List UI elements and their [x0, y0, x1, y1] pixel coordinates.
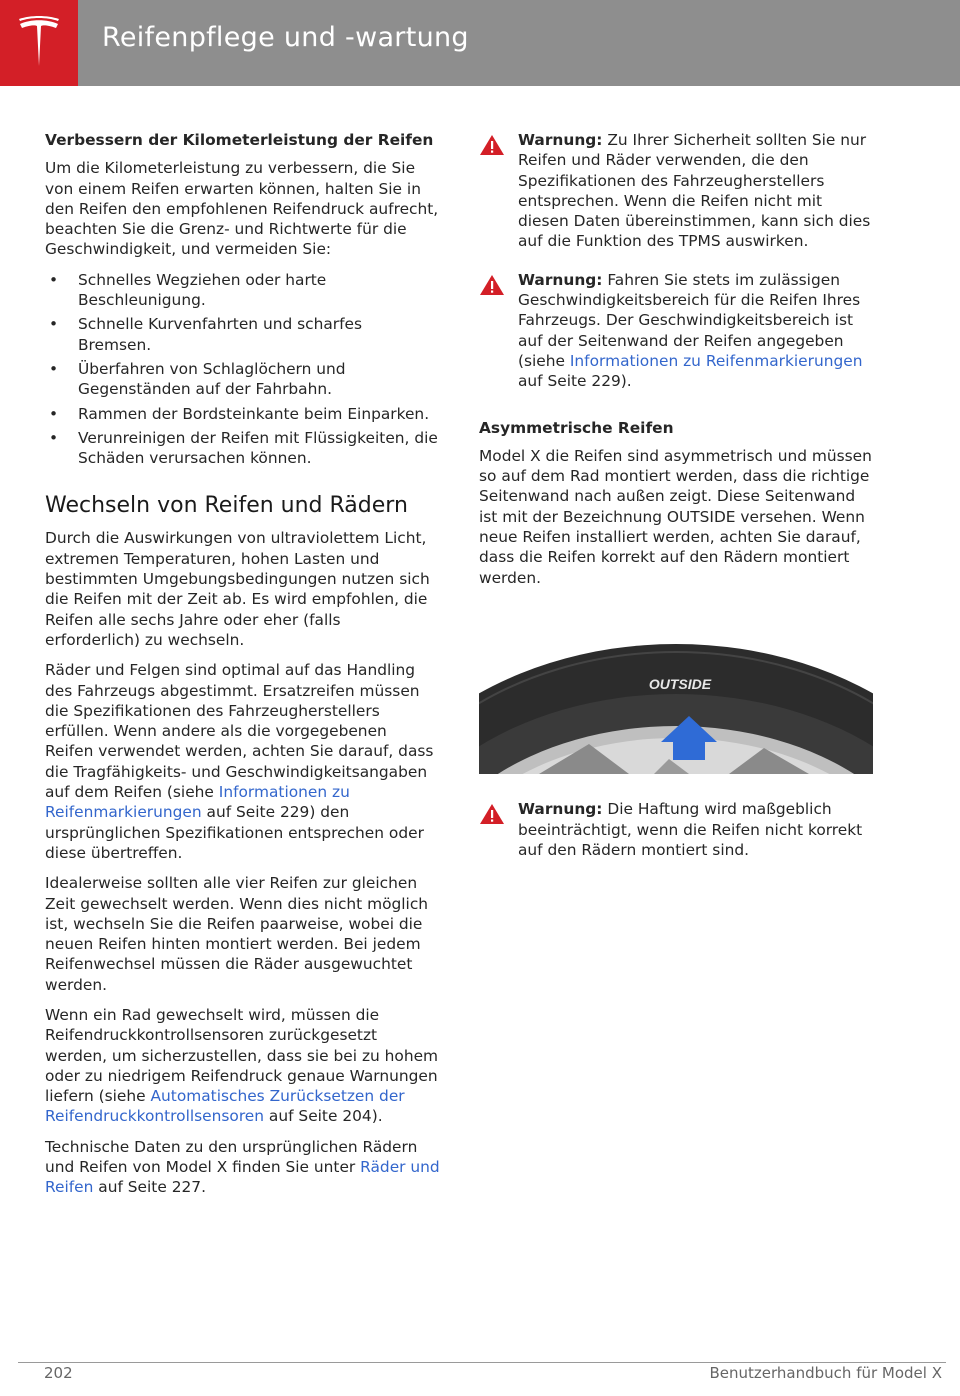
paragraph-wear: Durch die Auswirkungen von ultraviolettem Licht, extremen Temperaturen, hohen Lasten und bestimmten Umgebungsbedingungen nutzen sich die Reifen mit der Zeit ab. Es wird empfohlen, die Reifen alle sechs Jahre oder eher (falls erforderlich) zu wechseln.	[45, 529, 430, 649]
bullet-icon: •	[49, 404, 59, 423]
bullet-icon: •	[49, 315, 59, 334]
tesla-logo-icon	[16, 16, 62, 70]
bullet-icon: •	[49, 428, 59, 447]
paragraph-asymmetric: Model X die Reifen sind asymmetrisch und müssen so auf dem Rad montiert werden, dass die richtige Seitenwand nach außen zeigt. Diese Seitenwand ist mit der Bezeichnung OUTSIDE versehen. Wenn neue Reifen installiert werden, achten Sie darauf, dass die Reifen korrekt auf den Rädern montiert werden.	[479, 446, 872, 587]
manual-title: Benutzerhandbuch für Model X	[709, 1364, 942, 1382]
warning-triangle-icon	[479, 274, 505, 296]
paragraph-pairs: Idealerweise sollten alle vier Reifen zur gleichen Zeit gewechselt werden. Wenn dies nicht möglich ist, wechseln Sie die Reifen paarweise, wobei die neuen Reifen hinten montiert werden. Bei jedem Reifenwechsel müssen die Räder ausgewuchtet werden.	[45, 874, 429, 994]
paragraph-replacement: Räder und Felgen sind optimal auf das Handling des Fahrzeugs abgestimmt. Ersatzreifen müssen die Spezifikationen des Fahrzeugherstellers erfüllen. Wenn andere als die vorgegebenen Reifen verwendet werden, achten Sie darauf, dass die Tragfähigkeits- und Geschwindigkeitsangaben auf dem Reifen (siehe Informationen zu Reifenmarkierungen auf Seite 229) den ursprünglichen Spezifikationen entsprechen oder diese übertreffen.	[45, 661, 434, 862]
subhead-asymmetric: Asymmetrische Reifen	[479, 418, 674, 437]
warning-speed-rating: Warnung: Fahren Sie stets im zulässigen Geschwindigkeitsbereich für die Reifen Ihres Fahrzeugs. Der Geschwindigkeitsbereich ist auf der Seitenwand der Reifen angegeben (siehe Informationen zu Reifenmarkierungen auf Seite 229).	[479, 270, 874, 392]
avoid-list	[45, 270, 440, 469]
logo-box	[0, 0, 78, 86]
tire-sidewall-label: OUTSIDE	[648, 675, 712, 692]
list-item: • Rammen der Bordsteinkante beim Einparken.	[49, 404, 430, 423]
list-item: • Überfahren von Schlaglöchern und Gegenständen auf der Fahrbahn.	[49, 359, 346, 399]
list-item: • Schnelles Wegziehen oder harte Beschleunigung.	[49, 270, 327, 310]
list-item: • Schnelle Kurvenfahrten und scharfes Bremsen.	[49, 315, 363, 354]
warning-triangle-icon	[479, 803, 505, 825]
paragraph-specs: Technische Daten zu den ursprünglichen Rädern und Reifen von Model X finden Sie unter Räder und Reifen auf Seite 227.	[45, 1137, 440, 1197]
warning-tire-spec: Warnung: Zu Ihrer Sicherheit sollten Sie nur Reifen und Räder verwenden, die den Spezifikationen des Fahrzeugherstellers entsprechen. Wenn die Reifen nicht mit diesen Daten übereinstimmen, kann sich dies auf die Funktion des TPMS auswirken.	[479, 130, 874, 252]
page-number: 202	[44, 1364, 73, 1382]
link-tire-markings[interactable]: Informationen zu Reifenmarkierungen	[45, 783, 350, 822]
link-tire-markings[interactable]: Informationen zu Reifenmarkierungen	[569, 351, 863, 370]
mileage-intro: Um die Kilometerleistung zu verbessern, die Sie von einem Reifen erwarten können, halten Sie in den Reifen den empfohlenen Reifendruck aufrecht, beachten Sie die Grenz- und Richtwerte für die Geschwindigkeit, und vermeiden Sie:	[45, 159, 439, 259]
subhead-mileage: Verbessern der Kilometerleistung der Reifen	[45, 131, 434, 149]
left-column	[45, 130, 440, 1208]
warning-grip: Warnung: Die Haftung wird maßgeblich beeinträchtigt, wenn die Reifen nicht korrekt auf den Rädern montiert sind.	[479, 799, 874, 860]
page-title: Reifenpflege und -wartung	[102, 22, 469, 53]
link-wheels-tires[interactable]: Räder und Reifen	[45, 1158, 440, 1197]
right-column	[479, 130, 874, 878]
page-header	[0, 0, 960, 86]
paragraph-sensors: Wenn ein Rad gewechselt wird, müssen die Reifendruckkontrollsensoren zurückgesetzt werden, um sicherzustellen, dass sie bei zu hohem oder zu niedrigem Reifendruck genaue Warnungen liefern (siehe Automatisches Zurücksetzen der Reifendruckkontrollsensoren auf Seite 204).	[45, 1005, 439, 1126]
link-sensor-reset[interactable]: Automatisches Zurücksetzen der Reifendruckkontrollsensoren	[45, 1087, 405, 1126]
footer-divider	[18, 1362, 946, 1363]
section-title-tire-change: Wechseln von Reifen und Rädern	[45, 493, 408, 519]
list-item: • Verunreinigen der Reifen mit Flüssigkeiten, die Schäden verursachen können.	[49, 428, 438, 468]
warning-triangle-icon	[479, 134, 505, 156]
bullet-icon: •	[49, 359, 59, 378]
tire-outside-illustration	[479, 644, 873, 774]
bullet-icon: •	[49, 270, 59, 289]
